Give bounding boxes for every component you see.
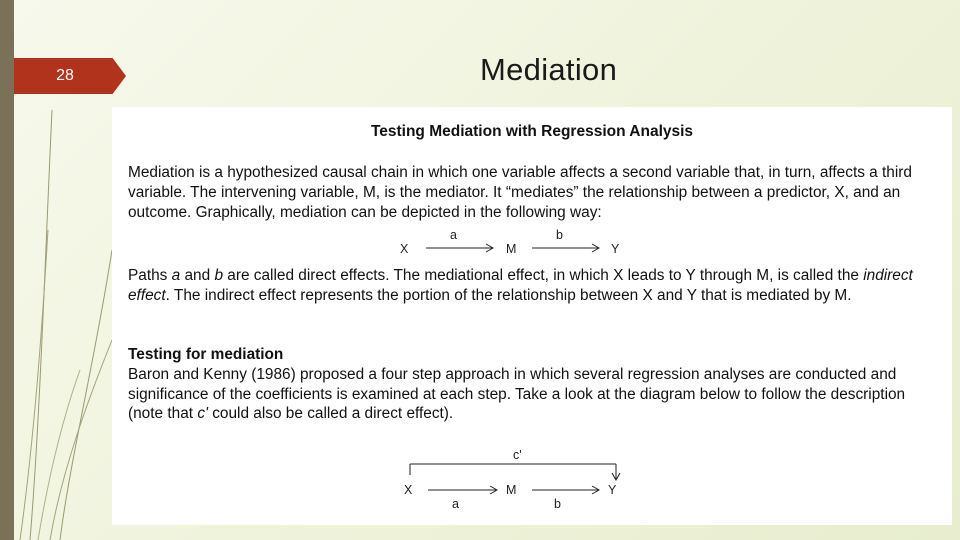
p2-italic-b: b: [214, 267, 223, 284]
diagram1-y-label: Y: [611, 242, 620, 256]
testing-mediation-section: [128, 345, 928, 424]
diagram2-x-label: X: [404, 483, 413, 497]
diagram2-y-label: Y: [608, 483, 617, 497]
diagram2-m-label: M: [506, 483, 517, 497]
p3-text: could also be called a direct effect).: [207, 405, 454, 423]
p3-text: Baron and Kenny (1986) proposed a four step approach in which several regression analyses are conducted and significance of the coefficients is examined at each step. Take a look at the diagram below to follow the description (note that: [128, 365, 906, 423]
p2-text: are called direct effects. The mediational effect, in which X leads to Y through M, is called the: [223, 267, 864, 284]
diagram1-m-label: M: [506, 242, 517, 256]
diagram2-path-cprime-label: c': [513, 448, 522, 462]
p2-text: . The indirect effect represents the portion of the relationship between X and Y that is mediated by M.: [165, 286, 852, 304]
diagram1-x-label: X: [400, 242, 409, 256]
diagram1-path-a-label: a: [450, 228, 457, 242]
diagram2-path-a-label: a: [452, 497, 459, 511]
p2-italic-indirect-effect: indirect effect: [128, 267, 913, 304]
simple-mediation-diagram: [112, 107, 952, 525]
slide-number: 28: [56, 67, 74, 84]
mediation-definition-paragraph: Mediation is a hypothesized causal chain in which one variable affects a second variable that, in turn, affects a third variable. The intervening variable, M, is the mediator. It “mediates” the relationship between a predictor, X, and an outcome. Graphically, mediation can be depicted in the following way:: [128, 164, 912, 221]
p2-italic-a: a: [171, 267, 181, 284]
section-heading: Testing for mediation: [128, 346, 284, 363]
p3-italic-cprime: c': [197, 405, 208, 423]
direct-indirect-effect-paragraph: [128, 266, 928, 306]
p2-text: Paths: [128, 267, 172, 284]
document-heading: Testing Mediation with Regression Analysis: [370, 123, 694, 140]
slide-title: Mediation: [480, 52, 618, 87]
diagram2-path-b-label: b: [554, 497, 561, 511]
document-image-panel: [112, 107, 952, 525]
p2-text: and: [180, 267, 215, 284]
diagram1-path-b-label: b: [556, 228, 563, 242]
